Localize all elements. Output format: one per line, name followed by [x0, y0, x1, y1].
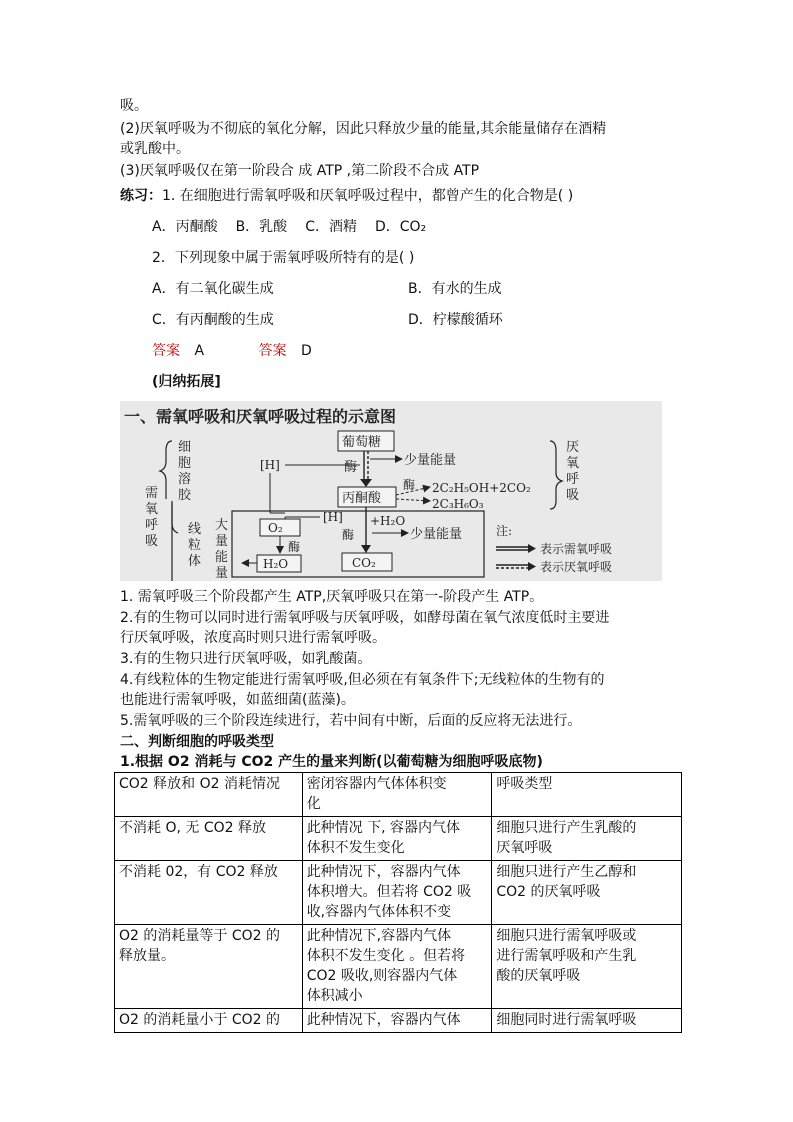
section-title: 二、判断细胞的呼吸类型 [120, 734, 274, 750]
table-cell: 不消耗 02，有 CO2 释放 [115, 861, 303, 925]
table-cell: O2 的消耗量等于 CO2 的 释放量。 [115, 925, 303, 1009]
co2-box: CO₂ [352, 556, 376, 570]
small-energy-label: 少量能量 [404, 453, 457, 468]
anaerobic-product: 2C₂H₅OH+2CO₂ [432, 481, 531, 495]
enzyme-label: 酶 [342, 528, 355, 542]
label-cytosol: 胞 [178, 456, 192, 471]
q2-option: D．柠檬酸循环 [408, 312, 503, 328]
practice-question-2: 2．下列现象中属于需氧呼吸所特有的是( ) [152, 250, 415, 266]
answer-value: A [194, 343, 205, 359]
plus-water-label: +H₂O [370, 514, 406, 528]
table-header-cell: 呼吸类型 [492, 773, 682, 817]
table-header-row [115, 773, 682, 817]
label-mitochondria: 线 [188, 522, 202, 537]
label-aerobic: 需 [145, 486, 159, 501]
section-subtitle: 1.根据 O2 消耗与 CO2 产生的量来判断(以葡萄糖为细胞呼吸底物) [120, 754, 543, 770]
label-anaerobic: 吸 [566, 488, 580, 503]
diagram-title: 一、需氧呼吸和厌氧呼吸过程的示意图 [124, 407, 397, 426]
respiration-type-table [114, 772, 682, 1033]
table-row [115, 1009, 682, 1033]
table-cell: 此种情况下，容器内气体 [302, 1009, 492, 1033]
respiration-diagram [120, 401, 662, 581]
q2-option: A．有二氧化碳生成 [152, 281, 274, 297]
label-mitochondria: 体 [188, 554, 202, 569]
legend-note: 注: [496, 524, 513, 538]
o2-box: O₂ [268, 521, 283, 535]
point-item: 5.需氧呼吸的三个阶段连续进行，若中间有中断，后面的反应将无法进行。 [120, 713, 582, 729]
table-cell: 此种情况 下, 容器内气体 体积不发生变化 [302, 817, 492, 861]
option: B．乳酸 [235, 219, 288, 235]
anaerobic-product: 2C₃H₆O₃ [432, 497, 484, 511]
h2o-box: H₂O [263, 557, 289, 571]
table-header-cell: CO2 释放和 O2 消耗情况 [115, 773, 303, 817]
option: D．CO₂ [374, 219, 427, 235]
table-cell: 细胞只进行产生乙醇和 CO2 的厌氧呼吸 [492, 861, 682, 925]
label-anaerobic: 呼 [566, 472, 580, 487]
label-big-energy: 量 [215, 566, 229, 581]
enzyme-label: 酶 [288, 540, 301, 554]
enzyme-label: 酶 [403, 478, 416, 492]
label-big-energy: 大 [215, 518, 229, 533]
label-cytosol: 细 [178, 440, 192, 455]
glucose-box: 葡萄糖 [342, 435, 382, 450]
point-item: 2.有的生物可以同时进行需氧呼吸与厌氧呼吸，如酵母菌在氧气浓度低时主要进 [120, 610, 610, 626]
label-aerobic: 氧 [145, 502, 159, 517]
point-item: 也能进行需氧呼吸，如蓝细菌(蓝藻)。 [120, 692, 355, 708]
small-energy-label: 少量能量 [410, 527, 463, 542]
h-label: [H] [260, 458, 280, 472]
table-row [115, 861, 682, 925]
table-cell: 细胞只进行需氧呼吸或 进行需氧呼吸和产生乳 酸的厌氧呼吸 [492, 925, 682, 1009]
paragraph-text: (3)厌氧呼吸仅在第一阶段合 成 ATP ,第二阶段不合成 ATP [120, 163, 480, 179]
label-cytosol: 胶 [178, 488, 192, 503]
question-text: 1. 在细胞进行需氧呼吸和厌氧呼吸过程中，都曾产生的化合物是( ) [162, 188, 574, 204]
pyruvate-box: 丙酮酸 [342, 491, 382, 506]
table-cell: 此种情况下，容器内气体 体积增大。但若将 CO2 吸 收,容器内气体体积不变 [302, 861, 492, 925]
point-item: 4.有线粒体的生物定能进行需氧呼吸,但必须在有氧条件下;无线粒体的生物有的 [120, 672, 605, 688]
label-aerobic: 呼 [145, 518, 159, 533]
point-item: 3.有的生物只进行厌氧呼吸，如乳酸菌。 [120, 651, 372, 667]
point-item: 1. 需氧呼吸三个阶段都产生 ATP,厌氧呼吸只在第一-阶段产生 ATP。 [120, 589, 544, 605]
label-aerobic: 吸 [145, 534, 159, 549]
practice-question-1 [120, 186, 573, 206]
table-cell: O2 的消耗量小于 CO2 的 [115, 1009, 303, 1033]
answers [152, 341, 312, 361]
paragraph-text: 吸。 [120, 98, 148, 114]
table-row [115, 925, 682, 1009]
label-mitochondria: 粒 [188, 538, 202, 553]
enzyme-label: 酶 [344, 460, 358, 475]
paragraph-text: (2)厌氧呼吸为不彻底的氧化分解，因此只释放少量的能量,其余能量储存在酒精 [120, 121, 607, 137]
label-cytosol: 溶 [178, 472, 192, 487]
table-cell: 细胞同时进行需氧呼吸 [492, 1009, 682, 1033]
table-cell: 不消耗 O, 无 CO2 释放 [115, 817, 303, 861]
section-heading: (归纳拓展] [152, 374, 221, 390]
answer-label: 答案 [258, 343, 287, 359]
q2-option: B．有水的生成 [408, 281, 502, 297]
answer-value: D [300, 343, 312, 359]
q1-options [152, 217, 426, 237]
label-anaerobic: 厌 [566, 440, 580, 455]
label-anaerobic: 氧 [566, 456, 580, 471]
legend-anaerobic: 表示厌氧呼吸 [540, 560, 613, 574]
label-big-energy: 能 [215, 550, 229, 565]
table-cell: 细胞只进行产生乳酸的 厌氧呼吸 [492, 817, 682, 861]
legend-aerobic: 表示需氧呼吸 [540, 542, 613, 556]
practice-label: 练习： [120, 188, 162, 204]
q2-option: C．有丙酮酸的生成 [152, 312, 274, 328]
table-header-cell: 密闭容器内气体体积变 化 [302, 773, 492, 817]
option: A．丙酮酸 [152, 219, 218, 235]
h-label: [H] [323, 510, 343, 524]
answer-label: 答案 [152, 343, 180, 359]
table-row [115, 817, 682, 861]
table-cell: 此种情况下,容器内气体 体积不发生变化 。但若将 CO2 吸收,则容器内气体 体积减小 [302, 925, 492, 1009]
option: C．酒精 [305, 219, 357, 235]
label-big-energy: 量 [215, 534, 229, 549]
paragraph-text: 或乳酸中。 [120, 141, 190, 157]
point-item: 行厌氧呼吸，浓度高时则只进行需氧呼吸。 [120, 630, 386, 646]
